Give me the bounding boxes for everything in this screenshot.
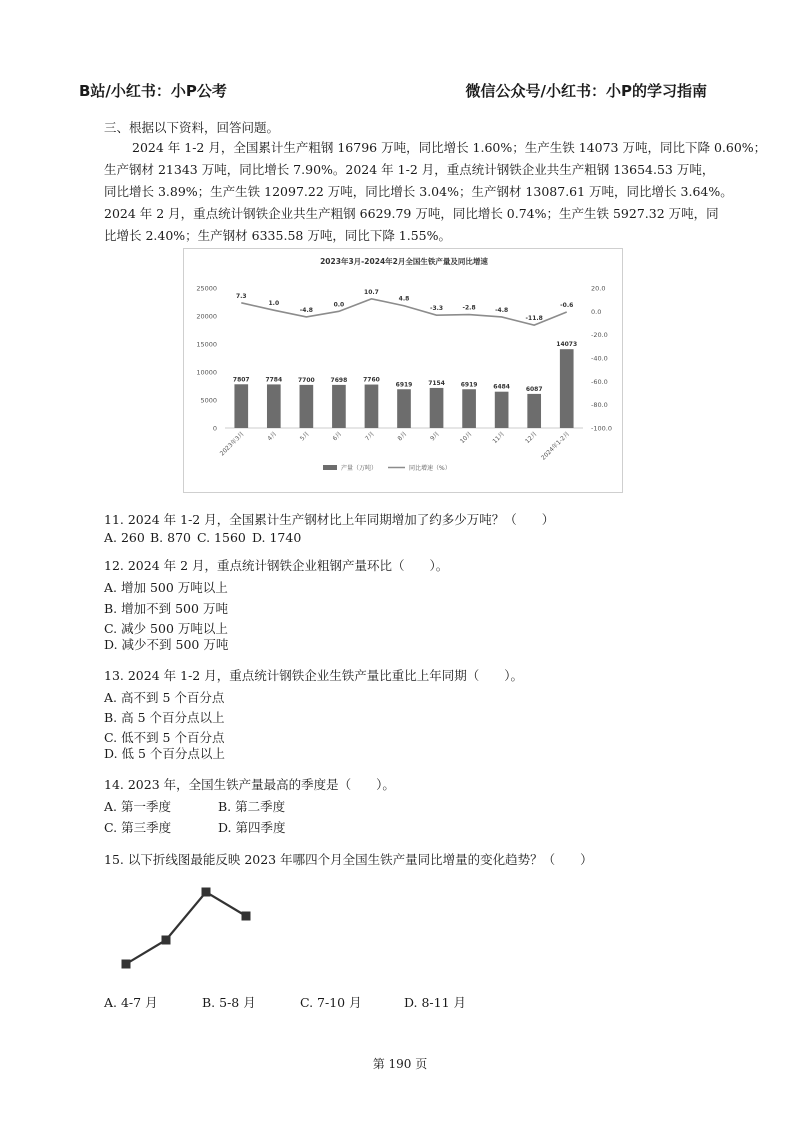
bar-data-label: 14073 <box>556 341 578 349</box>
option[interactable]: D. 减少不到 500 万吨 <box>104 637 229 652</box>
passage-line: 生产钢材 21343 万吨，同比增长 7.90%。2024 年 1-2 月，重点统计钢铁企业共生产粗钢 13654.53 万吨， <box>104 162 715 177</box>
bar-data-label: 6087 <box>525 385 543 393</box>
legend-line-label: 同比增速（%） <box>409 465 451 472</box>
x-tick-label: 12月 <box>524 430 539 446</box>
line-data-label: -4.8 <box>299 306 313 314</box>
option[interactable]: A. 260 <box>104 530 145 545</box>
bar-data-label: 7807 <box>232 376 250 384</box>
question-14-options <box>104 818 286 836</box>
question-11-stem: 11. 2024 年 1-2 月，全国累计生产钢材比上年同期增加了约多少万吨？（ ） <box>104 512 555 527</box>
bar-production <box>430 388 444 428</box>
y-left-tick-label: 10000 <box>196 368 217 377</box>
option[interactable]: A. 4-7 月 <box>104 995 158 1010</box>
passage-line: 比增长 2.40%；生产钢材 6335.58 万吨，同比下降 1.55%。 <box>104 228 452 243</box>
bar-production <box>300 385 314 428</box>
line-growth-rate <box>241 299 566 325</box>
x-tick-label: 8月 <box>396 430 409 443</box>
option[interactable]: C. 低不到 5 个百分点 <box>104 730 225 745</box>
x-tick-label: 7月 <box>363 430 376 443</box>
option[interactable]: D. 1740 <box>251 530 302 545</box>
bar-production <box>527 394 541 428</box>
line-data-label: 1.0 <box>268 300 280 308</box>
line-data-label: -0.6 <box>560 302 574 310</box>
bar-data-label: 6919 <box>395 381 413 389</box>
sketch-marker <box>162 936 171 945</box>
option[interactable]: D. 8-11 月 <box>403 995 467 1010</box>
option[interactable]: B. 增加不到 500 万吨 <box>104 601 228 616</box>
y-left-tick-label: 25000 <box>196 284 217 293</box>
sketch-marker <box>242 912 251 921</box>
bar-data-label: 6484 <box>493 383 510 391</box>
line-data-label: 0.0 <box>333 301 345 309</box>
question-11-options <box>104 530 301 545</box>
option[interactable]: B. 5-8 月 <box>201 995 256 1010</box>
bar-production <box>332 385 346 428</box>
passage-line: 2024 年 1-2 月，全国累计生产粗钢 16796 万吨，同比增长 1.60%；生产生铁 14073 万吨，同比下降 0.60%； <box>132 140 767 155</box>
option[interactable]: B. 第二季度 <box>217 799 286 814</box>
sketch-marker <box>122 960 131 969</box>
question-12-stem: 12. 2024 年 2 月，重点统计钢铁企业粗钢产量环比（ ）。 <box>104 558 449 573</box>
question-15-stem: 15. 以下折线图最能反映 2023 年哪四个月全国生铁产量同比增量的变化趋势？（ ） <box>104 852 593 867</box>
y-left-tick-label: 15000 <box>196 340 217 349</box>
option[interactable]: A. 第一季度 <box>104 799 171 814</box>
production-chart <box>183 248 623 493</box>
bar-production <box>495 392 509 428</box>
y-left-tick-label: 5000 <box>200 396 217 405</box>
x-tick-label: 2024年1-2月 <box>539 430 572 462</box>
passage-line: 同比增长 3.89%；生产生铁 12097.22 万吨，同比增长 3.04%；生产钢材 13087.61 万吨，同比增长 3.64%。 <box>104 184 733 199</box>
x-tick-label: 10月 <box>458 430 474 446</box>
passage-line: 2024 年 2 月，重点统计钢铁企业共生产粗钢 6629.79 万吨，同比增长 0.74%；生产生铁 5927.32 万吨，同 <box>104 206 719 221</box>
x-tick-label: 4月 <box>266 430 279 443</box>
line-data-label: -3.3 <box>429 305 444 313</box>
option[interactable]: D. 第四季度 <box>217 820 286 835</box>
bar-data-label: 7154 <box>428 379 445 387</box>
line-data-label: -2.8 <box>462 304 476 312</box>
legend-bar-swatch <box>323 465 337 470</box>
header-right: 微信公众号/小红书：小P的学习指南 <box>465 82 707 100</box>
y-right-tick-label: -80.0 <box>591 401 608 410</box>
chart-title: 2023年3月-2024年2月全国生铁产量及同比增速 <box>320 257 488 266</box>
bar-production <box>365 385 379 428</box>
line-data-label: -11.8 <box>525 315 543 323</box>
question-13-stem: 13. 2024 年 1-2 月，重点统计钢铁企业生铁产量比重比上年同期（ ）。 <box>104 668 523 683</box>
bar-data-label: 7700 <box>298 376 315 384</box>
y-left-tick-label: 20000 <box>196 312 217 321</box>
bar-data-label: 7784 <box>265 376 283 384</box>
option[interactable]: A. 高不到 5 个百分点 <box>104 690 225 705</box>
option[interactable]: B. 870 <box>149 530 191 545</box>
bar-data-label: 6919 <box>460 381 478 389</box>
x-tick-label: 9月 <box>429 430 441 443</box>
header-left: B站/小红书：小P公考 <box>79 82 227 100</box>
x-tick-label: 5月 <box>298 430 311 443</box>
option[interactable]: C. 7-10 月 <box>299 995 362 1010</box>
option[interactable]: C. 减少 500 万吨以上 <box>104 621 228 636</box>
question-14-options <box>104 797 285 815</box>
option[interactable]: C. 第三季度 <box>104 820 172 835</box>
y-left-tick-label: 0 <box>212 424 217 433</box>
bar-production <box>560 349 574 428</box>
x-tick-label: 2023年3月 <box>218 430 246 458</box>
option[interactable]: B. 高 5 个百分点以上 <box>104 710 225 725</box>
y-right-tick-label: 0.0 <box>591 307 602 316</box>
option[interactable]: A. 增加 500 万吨以上 <box>104 580 228 595</box>
line-data-label: 10.7 <box>364 288 379 296</box>
bar-production <box>397 389 411 428</box>
line-data-label: -4.8 <box>495 306 509 314</box>
question-15-line-sketch <box>112 878 272 978</box>
y-right-tick-label: -40.0 <box>591 354 608 363</box>
question-14-stem: 14. 2023 年，全国生铁产量最高的季度是（ ）。 <box>104 777 395 792</box>
bar-data-label: 7698 <box>330 376 348 384</box>
option[interactable]: D. 低 5 个百分点以上 <box>104 746 225 761</box>
x-tick-label: 11月 <box>491 430 507 446</box>
passage <box>104 137 767 247</box>
y-right-tick-label: -20.0 <box>591 331 608 340</box>
page-number: 第 190 页 <box>372 1057 428 1071</box>
section-title: 三、根据以下资料，回答问题。 <box>104 120 280 135</box>
x-tick-label: 6月 <box>331 430 344 443</box>
y-right-tick-label: -100.0 <box>591 424 612 433</box>
question-15-options <box>104 993 466 1011</box>
legend-bar-label: 产量（万吨） <box>341 465 378 472</box>
option[interactable]: C. 1560 <box>196 530 246 545</box>
y-right-tick-label: 20.0 <box>591 284 606 293</box>
bar-production <box>462 389 476 428</box>
line-data-label: 7.3 <box>235 292 247 300</box>
y-right-tick-label: -60.0 <box>591 377 608 386</box>
sketch-marker <box>202 888 211 897</box>
bar-production <box>234 384 248 428</box>
sketch-line <box>126 892 246 964</box>
line-data-label: 4.8 <box>398 295 410 303</box>
bar-production <box>267 384 281 428</box>
bar-data-label: 7760 <box>363 376 380 384</box>
